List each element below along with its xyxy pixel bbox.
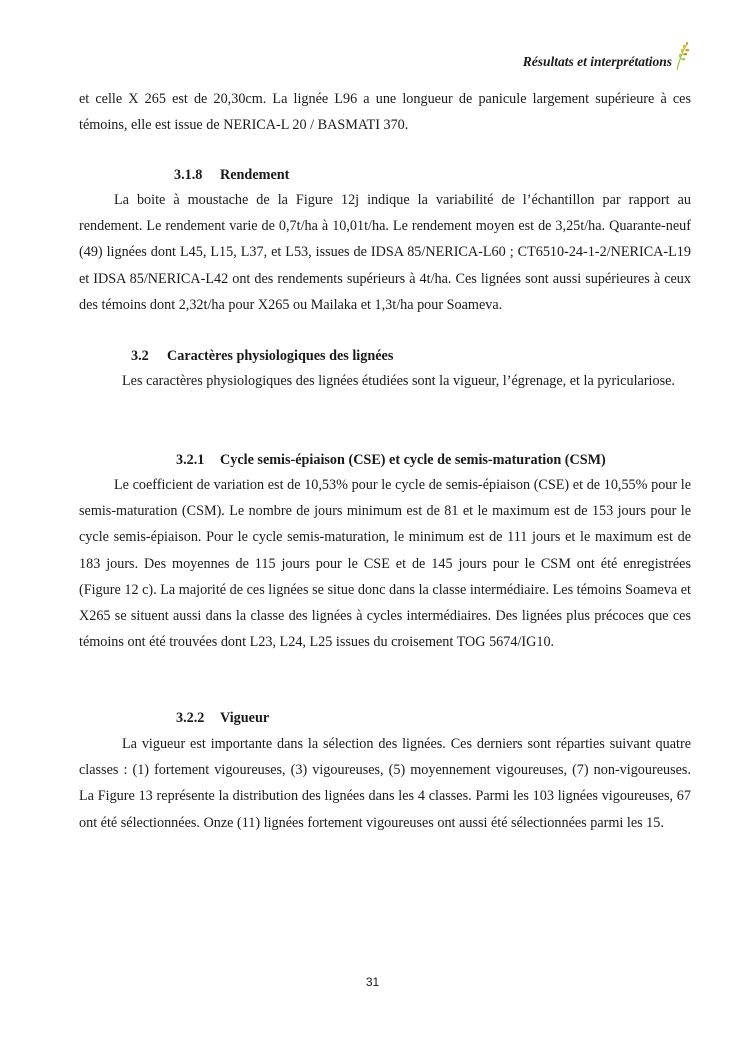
heading-number: 3.2.1 xyxy=(176,452,205,468)
section-heading-3-1-8 xyxy=(174,167,289,184)
section-heading-3-2 xyxy=(131,348,393,365)
page-number: 31 xyxy=(365,975,380,989)
wheat-icon xyxy=(673,41,691,71)
heading-title: Caractères physiologiques des lignées xyxy=(167,348,394,364)
paragraph-physiological: Les caractères physiologiques des lignées étudiées sont la vigueur, l’égrenage, et la pyriculariose. xyxy=(122,373,675,389)
heading-number: 3.1.8 xyxy=(174,167,203,183)
running-header: Résultats et interprétations xyxy=(522,54,672,69)
paragraph-cycle: Le coefficient de variation est de 10,53% pour le cycle de semis-épiaison (CSE) et de 10,55% pour le semis-maturation (CSM). Le nombre de jours minimum est de 81 et le maximum est de 153 jours pour le cycle semis-épiaison. Pour le cycle semis-maturation, le minimum est de 111 jours et le maximum est de 183 jours. Des moyennes de 115 jours pour le CSE et de 145 jours pour le CSM ont été enregistrées (Figure 12 c). La majorité de ces lignées se situe donc dans la classe intermédiaire. Les témoins Soameva et X265 se situent aussi dans la classe des lignées à cycles intermédiaires. Des lignées plus précoces que ces témoins ont été trouvées dont L23, L24, L25 issues du croisement TOG 5674/IG10. xyxy=(79,477,691,651)
paragraph-vigueur: La vigueur est importante dans la sélection des lignées. Ces derniers sont réparties suivant quatre classes : (1) fortement vigoureuses, (3) vigoureuses, (5) moyennement vigoureuses, (7) non-vigoureuses. La Figure 13 représente la distribution des lignées dans les 4 classes. Parmi les 103 lignées vigoureuses, 67 ont été sélectionnées. Onze (11) lignées fortement vigoureuses ont aussi été sélectionnées parmi les 15. xyxy=(79,736,691,831)
paragraph-continuation: et celle X 265 est de 20,30cm. La lignée L96 a une longueur de panicule largement supérieure à ces témoins, elle est issue de NERICA-L 20 / BASMATI 370. xyxy=(79,91,691,134)
section-heading-3-2-2 xyxy=(176,710,269,727)
heading-title: Vigueur xyxy=(220,710,270,726)
heading-title: Rendement xyxy=(220,167,290,183)
section-heading-3-2-1 xyxy=(176,452,606,469)
heading-number: 3.2.2 xyxy=(176,710,205,726)
heading-title: Cycle semis-épiaison (CSE) et cycle de semis-maturation (CSM) xyxy=(220,452,606,468)
heading-number: 3.2 xyxy=(131,348,149,364)
paragraph-rendement: La boite à moustache de la Figure 12j indique la variabilité de l’échantillon par rapport au rendement. Le rendement varie de 0,7t/ha à 10,01t/ha. Le rendement moyen est de 3,25t/ha. Quarante-neuf (49) lignées dont L45, L15, L37, et L53, issues de IDSA 85/NERICA-L60 ; CT6510-24-1-2/NERICA-L19 et IDSA 85/NERICA-L42 ont des rendements supérieurs à 4t/ha. Ces lignées sont aussi supérieures à ceux des témoins dont 2,32t/ha pour X265 ou Mailaka et 1,3t/ha pour Soameva. xyxy=(79,192,691,313)
